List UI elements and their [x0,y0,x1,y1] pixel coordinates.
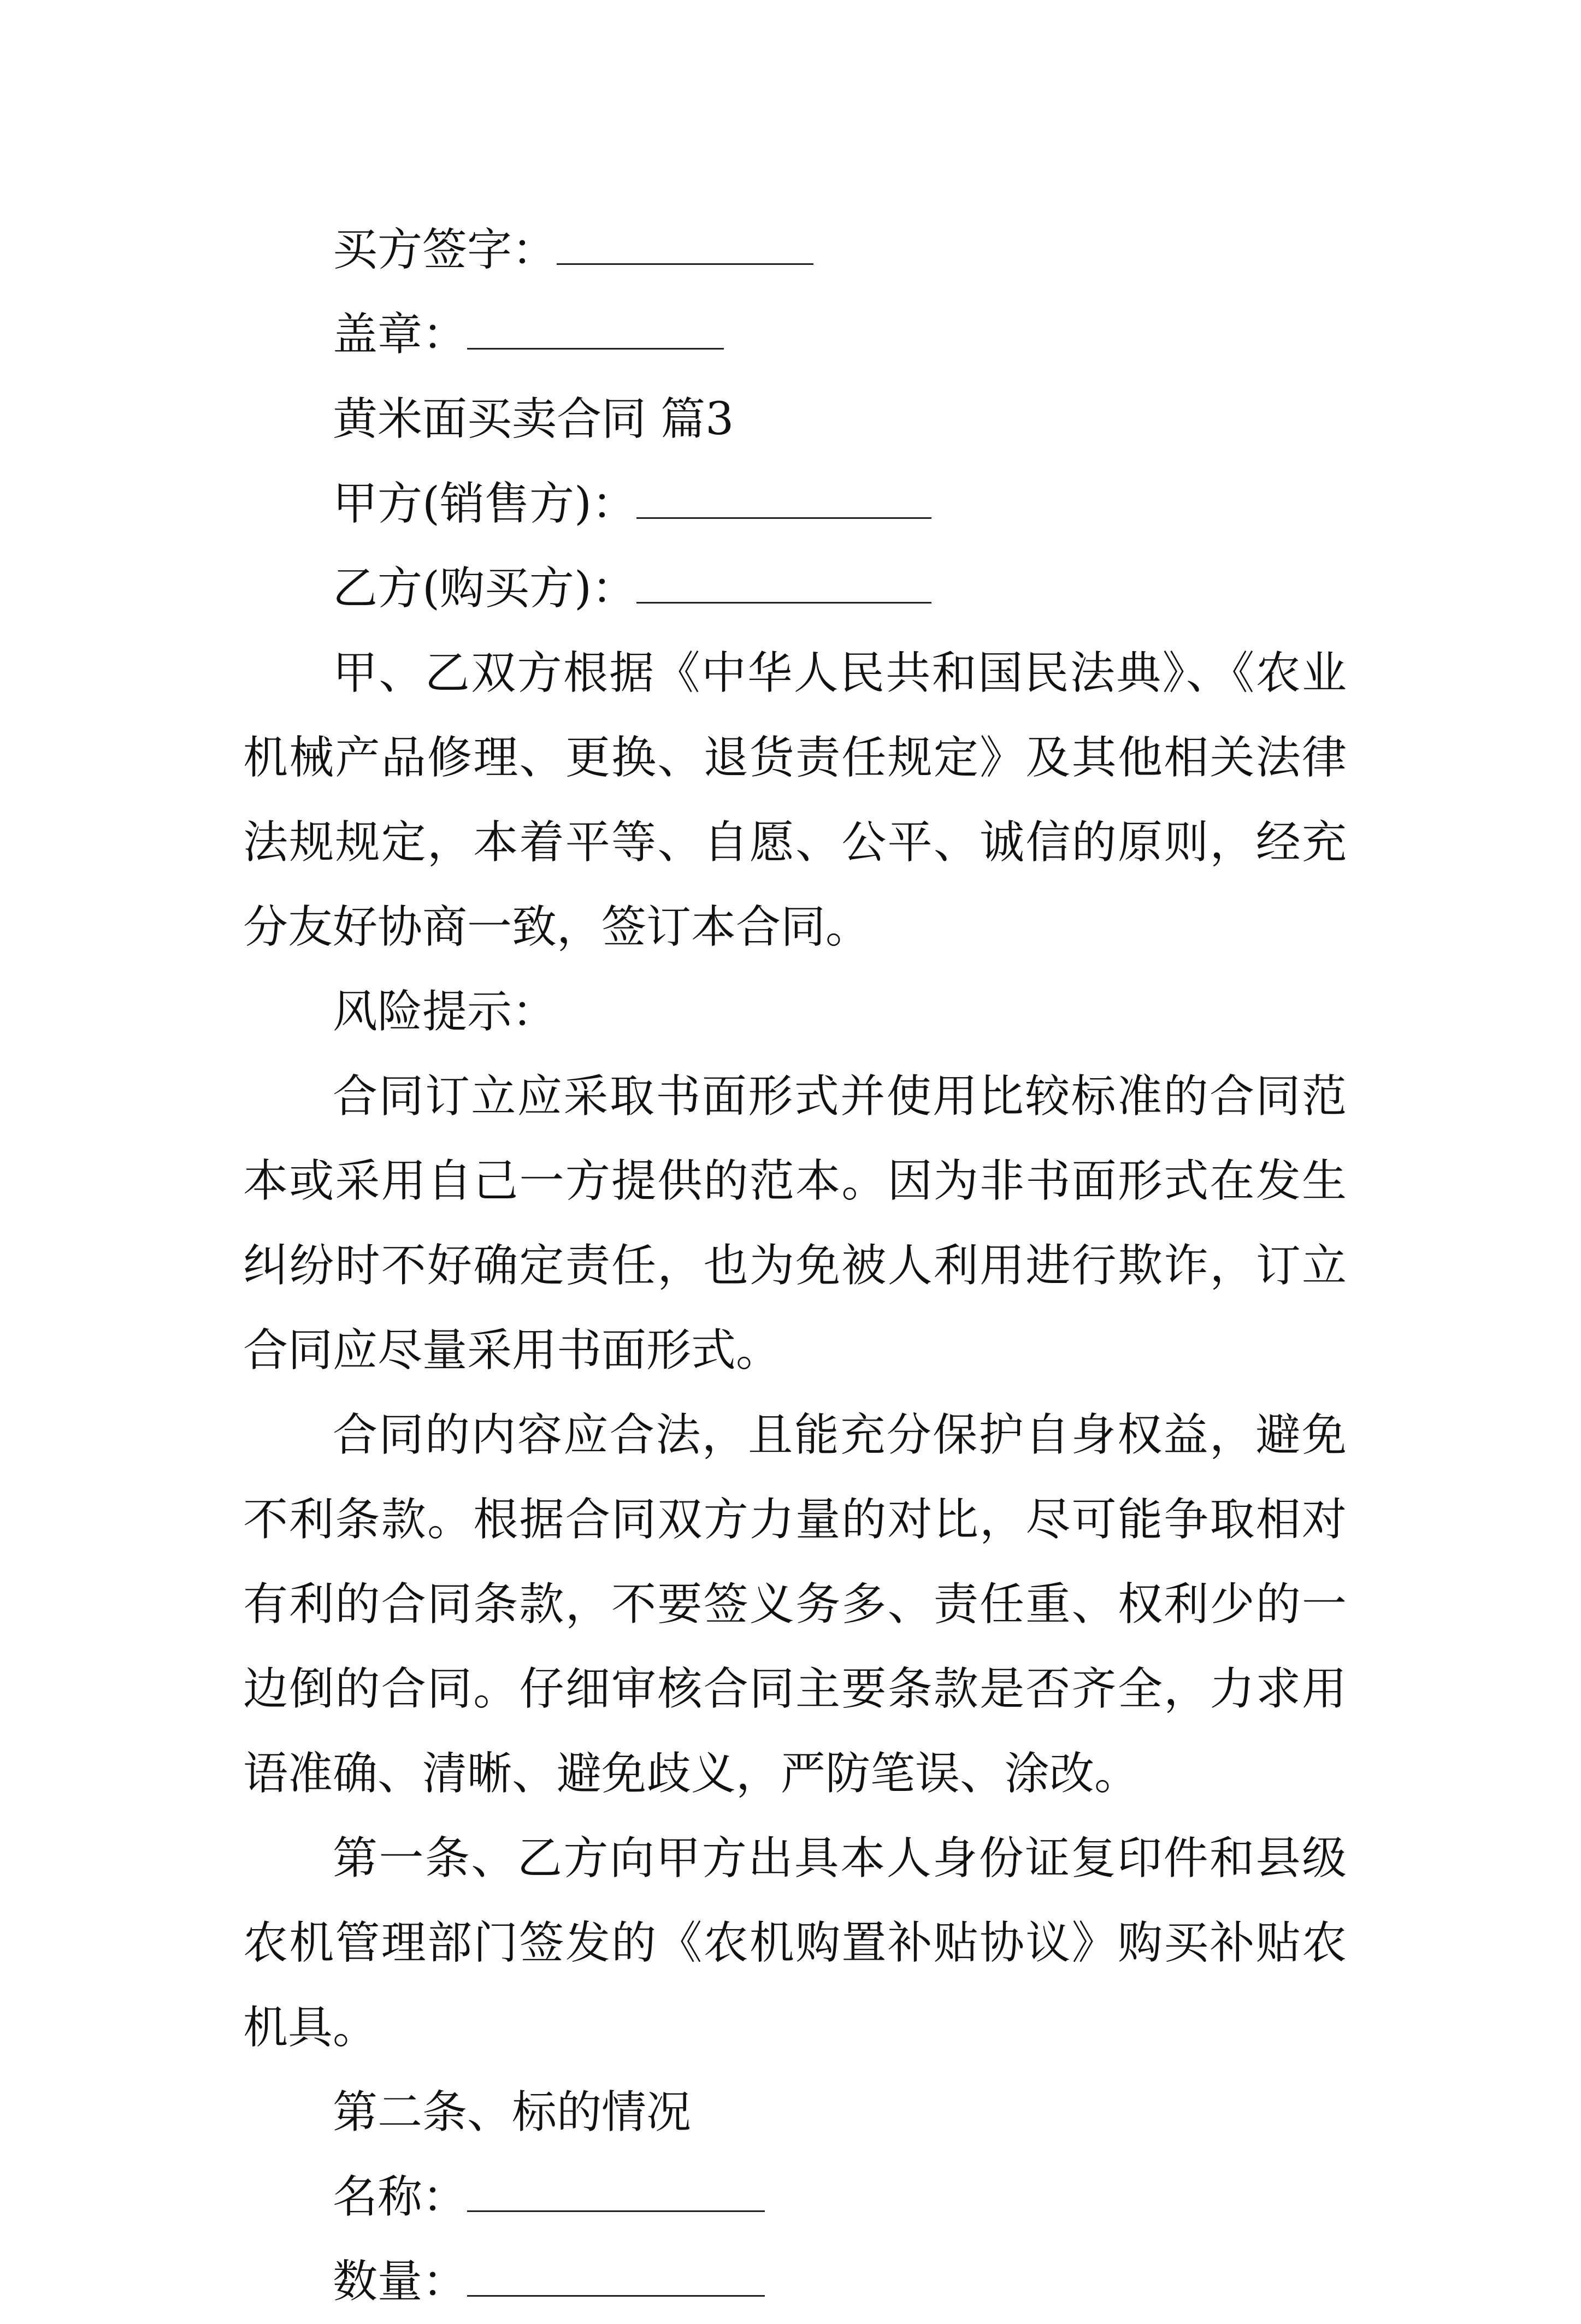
intro-paragraph: 甲、乙双方根据《中华人民共和国民法典》、《农业机械产品修理、更换、退货责任规定》及其他相关法律法规规定，本着平等、自愿、公平、诚信的原则，经充分友好协商一致，签订本合同。 [243,647,1347,953]
section-title: 黄米面买卖合同 篇3 [333,393,734,445]
seal-row [243,292,1347,377]
article-2-heading: 第二条、标的情况 [333,2086,692,2138]
name-blank [467,2171,765,2212]
quantity-blank [467,2256,765,2297]
quantity-row [243,2239,1347,2324]
party-b-row [243,546,1347,631]
party-a-row [243,462,1347,546]
buyer-signature-label: 买方签字： [333,224,557,276]
buyer-signature-blank [557,224,813,265]
name-label: 名称： [333,2171,468,2223]
quantity-label: 数量： [333,2256,468,2308]
name-row [243,2155,1347,2239]
seal-blank [467,309,724,350]
article-1: 第一条、乙方向甲方出具本人身份证复印件和县级农机管理部门签发的《农机购置补贴协议》购买补贴农机具。 [243,1832,1347,2054]
seal-label: 盖章： [333,309,468,360]
document-body [243,208,1347,2324]
buyer-signature-row [243,208,1347,292]
party-a-label: 甲方(销售方)： [333,478,636,530]
party-b-label: 乙方(购买方)： [333,563,636,614]
party-b-blank [636,563,931,604]
risk-paragraph-2: 合同的内容应合法，且能充分保护自身权益，避免不利条款。根据合同双方力量的对比，尽可能争取相对有利的合同条款，不要签义务多、责任重、权利少的一边倒的合同。仔细审核合同主要条款是否齐全，力求用语准确、清晰、避免歧义，严防笔误、涂改。 [243,1409,1347,1800]
risk-paragraph-1: 合同订立应采取书面形式并使用比较标准的合同范本或采用自己一方提供的范本。因为非书面形式在发生纠纷时不好确定责任，也为免被人利用进行欺诈，订立合同应尽量采用书面形式。 [243,1071,1347,1376]
party-a-blank [636,478,931,519]
risk-heading: 风险提示： [333,986,557,1038]
